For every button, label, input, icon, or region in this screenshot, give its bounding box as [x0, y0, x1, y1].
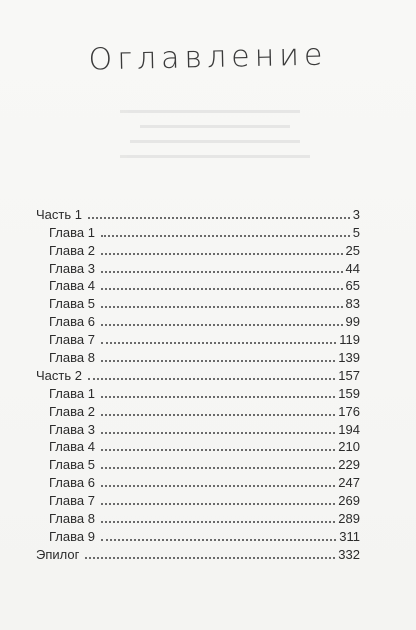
toc-entry-label: Глава 5	[49, 296, 95, 312]
toc-entry-page-number: 269	[338, 493, 360, 509]
dot-leader	[101, 485, 335, 487]
toc-entry-page-number: 289	[338, 511, 360, 527]
toc-entry-part	[36, 545, 360, 563]
dot-leader	[101, 324, 343, 326]
toc-entry-chapter	[36, 438, 360, 456]
toc-entry-chapter	[36, 241, 360, 259]
dot-leader	[101, 288, 343, 290]
toc-entry-chapter	[36, 455, 360, 473]
dot-leader	[101, 449, 335, 451]
toc-entry-page-number: 44	[345, 260, 360, 276]
toc-entry-page-number: 332	[338, 546, 360, 562]
toc-entry-page-number: 176	[338, 403, 360, 419]
toc-entry-label: Глава 3	[49, 260, 95, 276]
dot-leader	[85, 557, 335, 559]
toc-entry-chapter	[36, 509, 360, 527]
dot-leader	[101, 235, 350, 237]
dot-leader	[101, 432, 335, 434]
toc-entry-chapter	[36, 491, 360, 509]
dot-leader	[101, 414, 335, 416]
toc-entry-label: Глава 8	[49, 350, 95, 366]
toc-entry-page-number: 311	[339, 528, 360, 544]
dot-leader	[101, 360, 335, 362]
toc-entry-part	[36, 205, 360, 223]
toc-entry-label: Глава 6	[49, 314, 95, 330]
toc-entry-label: Глава 5	[49, 457, 95, 473]
toc-entry-chapter	[36, 294, 360, 312]
dot-leader	[101, 271, 343, 273]
toc-entry-label: Глава 1	[49, 385, 95, 401]
toc-entry-chapter	[36, 527, 360, 545]
toc-entry-label: Глава 7	[49, 493, 95, 509]
dot-leader	[101, 503, 335, 505]
toc-entry-chapter	[36, 402, 360, 420]
toc-entry-part	[36, 366, 360, 384]
toc-entry-label: Глава 3	[49, 421, 95, 437]
toc-entry-label: Глава 6	[49, 475, 95, 491]
toc-entry-label: Эпилог	[36, 546, 80, 562]
toc-entry-label: Глава 7	[49, 332, 95, 348]
dot-leader	[101, 306, 343, 308]
toc-entry-page-number: 3	[352, 206, 360, 222]
toc-entry-page-number: 157	[338, 367, 360, 383]
toc-entry-label: Глава 8	[49, 511, 95, 527]
dot-leader	[101, 342, 336, 344]
toc-entry-label: Глава 2	[49, 242, 95, 258]
toc-entry-page-number: 159	[338, 385, 360, 401]
toc-entry-page-number: 5	[352, 224, 360, 240]
toc-entry-label: Глава 1	[49, 224, 95, 240]
toc-entry-page-number: 83	[345, 296, 360, 312]
toc-entry-chapter	[36, 330, 360, 348]
toc-entry-page-number: 247	[338, 475, 360, 491]
toc-entry-chapter	[36, 223, 360, 241]
toc-entry-chapter	[36, 277, 360, 295]
toc-entry-page-number: 194	[338, 421, 360, 437]
toc-entry-chapter	[36, 384, 360, 402]
toc-entry-chapter	[36, 348, 360, 366]
toc-entry-page-number: 99	[345, 314, 360, 330]
dot-leader	[88, 217, 350, 219]
dot-leader	[101, 521, 335, 523]
toc-entry-page-number: 25	[345, 242, 360, 258]
dot-leader	[101, 467, 335, 469]
toc-entry-page-number: 210	[338, 439, 360, 455]
toc-entry-page-number: 119	[339, 332, 360, 348]
toc-entry-chapter	[36, 473, 360, 491]
toc-entry-label: Глава 4	[49, 439, 95, 455]
toc-entry-label: Часть 1	[36, 206, 82, 222]
toc-entry-chapter	[36, 420, 360, 438]
dot-leader	[101, 253, 343, 255]
page-title: Оглавление	[88, 37, 328, 78]
toc-entry-chapter	[36, 259, 360, 277]
dot-leader	[101, 539, 336, 541]
table-of-contents	[36, 205, 360, 563]
toc-entry-page-number: 65	[345, 278, 360, 294]
toc-entry-label: Глава 9	[49, 528, 95, 544]
toc-entry-label: Часть 2	[36, 367, 82, 383]
toc-entry-page-number: 229	[338, 457, 360, 473]
dot-leader	[88, 378, 335, 380]
toc-entry-label: Глава 2	[49, 403, 95, 419]
dot-leader	[101, 396, 335, 398]
toc-entry-label: Глава 4	[49, 278, 95, 294]
toc-entry-page-number: 139	[338, 350, 360, 366]
toc-entry-chapter	[36, 312, 360, 330]
